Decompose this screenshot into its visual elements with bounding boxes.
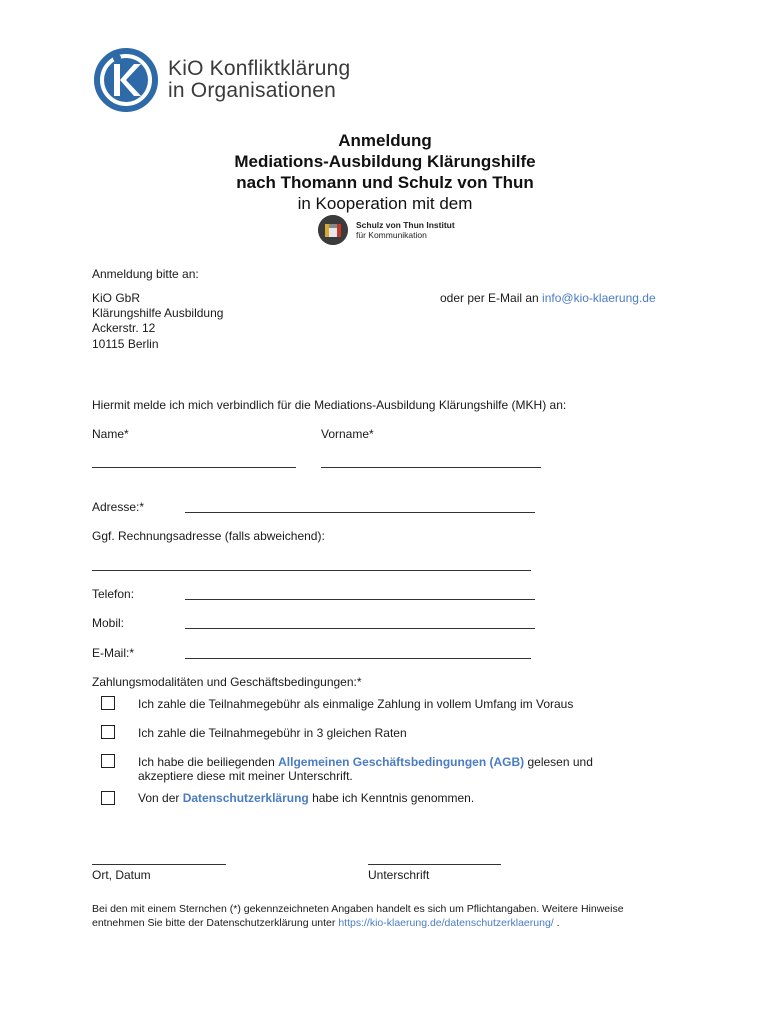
email-prefix: oder per E-Mail an	[440, 291, 543, 305]
ort-datum-label: Ort, Datum	[92, 868, 151, 882]
email-link[interactable]: info@kio-klaerung.de	[542, 291, 656, 305]
footer-line-2-suffix: .	[553, 917, 560, 929]
partner-emblem-icon	[318, 215, 348, 245]
email-contact	[440, 290, 656, 306]
agb-prefix: Ich habe die beiliegenden	[138, 755, 279, 769]
ort-datum-field[interactable]	[92, 864, 226, 865]
address-line-4: 10115 Berlin	[92, 337, 159, 351]
mobil-label: Mobil:	[92, 616, 125, 630]
vorname-label: Vorname*	[321, 427, 374, 441]
datenschutz-url-link[interactable]: https://kio-klaerung.de/datenschutzerklaerung/	[338, 917, 554, 929]
checkbox-datenschutz[interactable]	[101, 791, 115, 805]
address-line-1: KiO GbR	[92, 291, 141, 305]
kio-logo-wordmark	[168, 58, 350, 102]
title-line-3: nach Thomann und Schulz von Thun	[236, 173, 534, 192]
logo-line-1: KiO Konfliktklärung	[168, 57, 351, 80]
checkbox-agb-label-line-2: akzeptiere diese mit meiner Unterschrift.	[138, 769, 353, 783]
email-label: E-Mail:*	[92, 646, 135, 660]
zahlung-heading: Zahlungsmodalitäten und Geschäftsbedingungen:*	[92, 675, 362, 689]
adresse-field[interactable]	[185, 512, 535, 513]
name-label: Name*	[92, 427, 129, 441]
document-title	[0, 130, 770, 214]
address-intro: Anmeldung bitte an:	[92, 267, 199, 281]
adresse-label: Adresse:*	[92, 500, 145, 514]
footer-line-2	[92, 916, 560, 930]
vorname-field[interactable]	[321, 467, 541, 468]
checkbox-einmalzahlung[interactable]	[101, 696, 115, 710]
unterschrift-field[interactable]	[368, 864, 501, 865]
checkbox-ratenzahlung[interactable]	[101, 725, 115, 739]
title-line-1: Anmeldung	[338, 131, 432, 150]
partner-line-1: Schulz von Thun Institut	[356, 220, 455, 230]
partner-line-2: für Kommunikation	[356, 230, 427, 240]
partner-logo-text	[356, 220, 455, 240]
checkbox-ratenzahlung-label: Ich zahle die Teilnahmegebühr in 3 gleichen Raten	[138, 726, 407, 740]
declaration-text: Hiermit melde ich mich verbindlich für die Mediations-Ausbildung Klärungshilfe (MKH) an:	[92, 398, 567, 412]
rechnungsadresse-label: Ggf. Rechnungsadresse (falls abweichend):	[92, 529, 325, 543]
rechnungsadresse-field[interactable]	[92, 570, 531, 571]
unterschrift-label: Unterschrift	[368, 868, 430, 882]
partner-logo-mark	[318, 215, 348, 245]
checkbox-agb[interactable]	[101, 754, 115, 768]
checkbox-datenschutz-label	[138, 790, 474, 806]
checkbox-einmalzahlung-label: Ich zahle die Teilnahmegebühr als einmalige Zahlung in vollem Umfang im Voraus	[138, 697, 574, 711]
datenschutz-link[interactable]: Datenschutzerklärung	[182, 791, 309, 805]
footer-line-1: Bei den mit einem Sternchen (*) gekennzeichneten Angaben handelt es sich um Pflichtangaben. Weitere Hinweise	[92, 903, 624, 915]
schulz-von-thun-logo	[318, 215, 468, 247]
email-field[interactable]	[185, 658, 531, 659]
datenschutz-prefix: Von der	[138, 791, 183, 805]
logo-line-2: in Organisationen	[168, 79, 337, 102]
kio-logo-mark	[92, 46, 162, 116]
footer-line-2-prefix: entnehmen Sie bitte der Datenschutzerklärung unter	[92, 917, 339, 929]
title-line-4: in Kooperation mit dem	[297, 194, 473, 213]
agb-suffix: gelesen und	[524, 755, 593, 769]
mobil-field[interactable]	[185, 628, 535, 629]
address-line-3: Ackerstr. 12	[92, 321, 156, 335]
telefon-field[interactable]	[185, 599, 535, 600]
telefon-label: Telefon:	[92, 587, 135, 601]
datenschutz-suffix: habe ich Kenntnis genommen.	[308, 791, 475, 805]
title-line-2: Mediations-Ausbildung Klärungshilfe	[234, 152, 536, 171]
agb-link[interactable]: Allgemeinen Geschäftsbedingungen (AGB)	[278, 755, 525, 769]
address-line-2: Klärungshilfe Ausbildung	[92, 306, 224, 320]
name-field[interactable]	[92, 467, 296, 468]
